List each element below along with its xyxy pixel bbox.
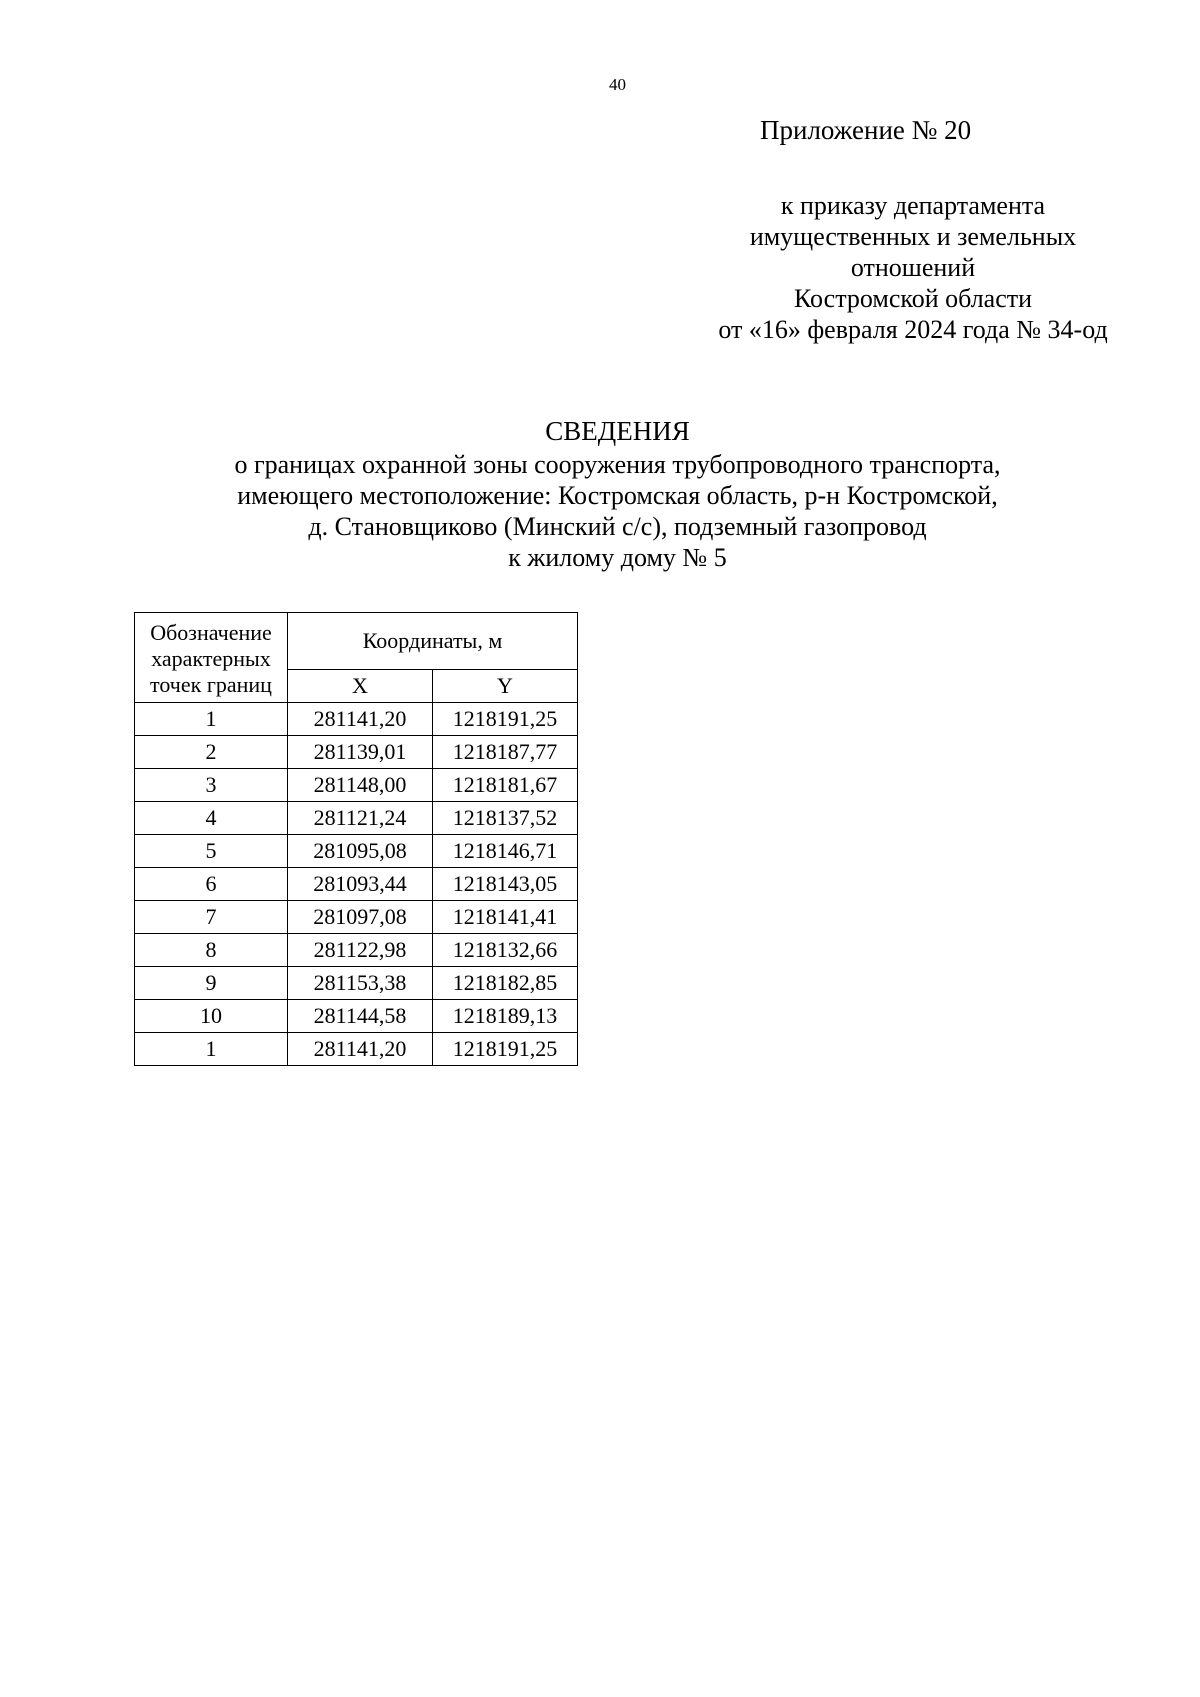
cell-x: 281141,20 — [288, 1033, 433, 1066]
cell-x: 281139,01 — [288, 736, 433, 769]
header-point-designation — [135, 613, 288, 703]
table-row — [135, 901, 578, 934]
cell-y: 1218182,85 — [433, 967, 578, 1000]
table-row — [135, 1033, 578, 1066]
order-reference-line: отношений — [850, 253, 976, 282]
cell-point: 10 — [135, 1000, 288, 1033]
cell-x: 281144,58 — [288, 1000, 433, 1033]
table-body — [135, 703, 578, 1066]
heading-line: о границах охранной зоны сооружения трубопроводного транспорта, — [234, 450, 1001, 479]
header-point-line: точек границ — [150, 671, 272, 697]
heading-line: к жилому дому № 5 — [508, 543, 727, 572]
cell-x: 281153,38 — [288, 967, 433, 1000]
page-number: 40 — [609, 75, 626, 94]
order-reference-line: к приказу департамента — [780, 191, 1046, 220]
order-reference-line: от «16» февраля 2024 года № 34-од — [718, 315, 1108, 344]
cell-y: 1218132,66 — [433, 934, 578, 967]
heading-line: имеющего местоположение: Костромская область, р-н Костромской, — [237, 481, 998, 510]
table-header-row — [135, 613, 578, 670]
table-row — [135, 802, 578, 835]
cell-x: 281141,20 — [288, 703, 433, 736]
cell-x: 281093,44 — [288, 868, 433, 901]
table-row — [135, 769, 578, 802]
cell-y: 1218137,52 — [433, 802, 578, 835]
cell-y: 1218141,41 — [433, 901, 578, 934]
cell-point: 8 — [135, 934, 288, 967]
header-y: Y — [433, 670, 578, 703]
order-reference-line: имущественных и земельных — [749, 222, 1077, 251]
header-point-line: характерных — [151, 645, 271, 671]
table-row — [135, 1000, 578, 1033]
cell-y: 1218146,71 — [433, 835, 578, 868]
document-title: СВЕДЕНИЯ — [545, 416, 690, 446]
cell-y: 1218191,25 — [433, 1033, 578, 1066]
order-reference — [633, 190, 1193, 345]
cell-x: 281121,24 — [288, 802, 433, 835]
cell-y: 1218191,25 — [433, 703, 578, 736]
cell-y: 1218189,13 — [433, 1000, 578, 1033]
cell-y: 1218143,05 — [433, 868, 578, 901]
cell-point: 6 — [135, 868, 288, 901]
table-row — [135, 934, 578, 967]
table-row — [135, 736, 578, 769]
cell-x: 281122,98 — [288, 934, 433, 967]
cell-point: 3 — [135, 769, 288, 802]
cell-point: 1 — [135, 703, 288, 736]
heading-line: д. Становщиково (Минский с/с), подземный газопровод — [308, 512, 927, 541]
cell-y: 1218187,77 — [433, 736, 578, 769]
order-reference-line: Костромской области — [793, 284, 1033, 313]
cell-point: 2 — [135, 736, 288, 769]
header-x: X — [288, 670, 433, 703]
table-row — [135, 868, 578, 901]
cell-point: 7 — [135, 901, 288, 934]
appendix-title: Приложение № 20 — [760, 115, 972, 145]
header-coordinates: Координаты, м — [288, 613, 578, 670]
cell-point: 1 — [135, 1033, 288, 1066]
coordinates-table — [134, 612, 578, 1066]
table-row — [135, 835, 578, 868]
cell-x: 281148,00 — [288, 769, 433, 802]
cell-x: 281097,08 — [288, 901, 433, 934]
table-row — [135, 967, 578, 1000]
cell-x: 281095,08 — [288, 835, 433, 868]
cell-point: 5 — [135, 835, 288, 868]
table-row — [135, 703, 578, 736]
cell-y: 1218181,67 — [433, 769, 578, 802]
cell-point: 4 — [135, 802, 288, 835]
header-point-line: Обозначение — [150, 619, 272, 645]
cell-point: 9 — [135, 967, 288, 1000]
document-heading — [0, 416, 1200, 573]
